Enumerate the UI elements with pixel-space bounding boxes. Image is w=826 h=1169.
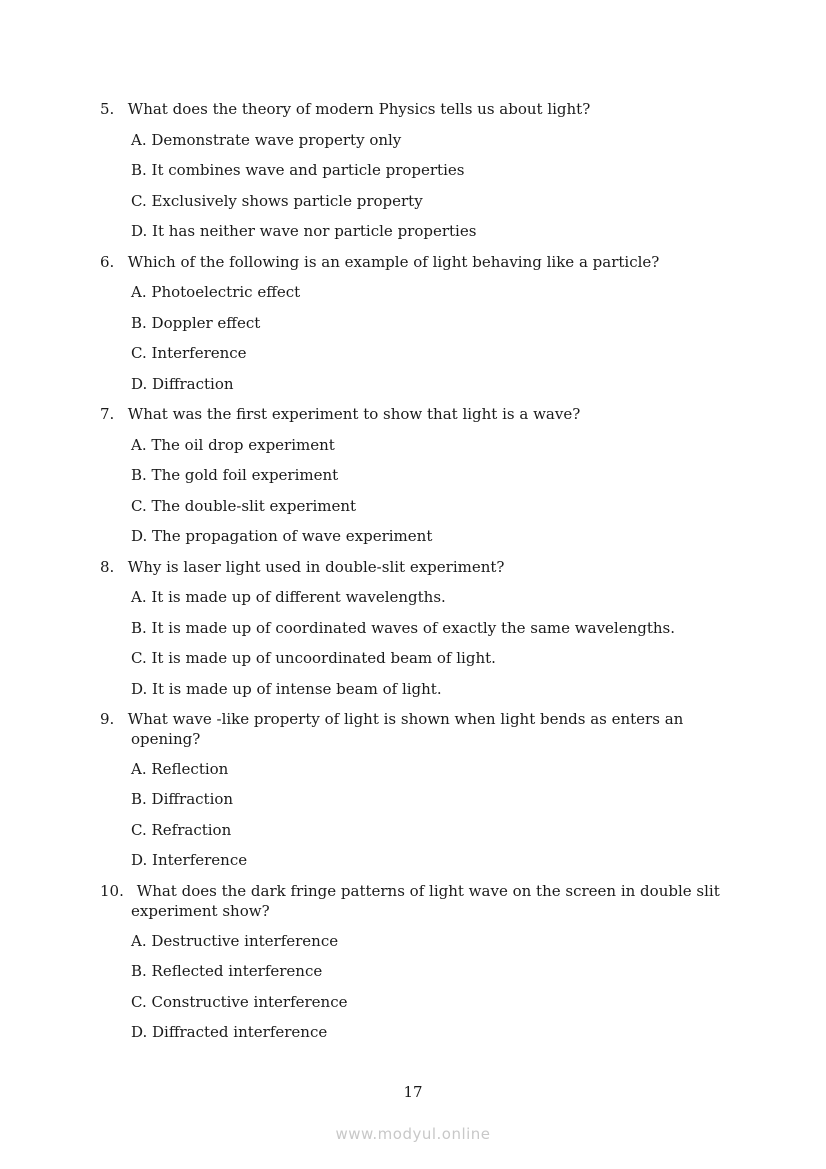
question-number: 6.: [100, 253, 115, 271]
option-6a: A. Photoelectric effect: [131, 283, 301, 301]
question-text: What does the dark fringe patterns of light wave on the screen in double slit: [136, 882, 720, 900]
question-number: 8.: [100, 558, 115, 576]
option-10c: C. Constructive interference: [131, 993, 348, 1011]
question-text: What wave -like property of light is shown when light bends as enters an: [127, 710, 684, 728]
option-7a: A. The oil drop experiment: [131, 436, 335, 454]
question-number: 5.: [100, 100, 115, 118]
question-6: [100, 252, 720, 272]
question-5: [100, 99, 720, 119]
option-10a: A. Destructive interference: [131, 932, 339, 950]
option-7d: D. The propagation of wave experiment: [131, 527, 433, 545]
option-9a: A. Reflection: [131, 760, 229, 778]
option-6b: B. Doppler effect: [131, 314, 261, 332]
option-5a: A. Demonstrate wave property only: [131, 131, 402, 149]
option-5d: D. It has neither wave nor particle properties: [131, 222, 477, 240]
option-7c: C. The double-slit experiment: [131, 497, 357, 515]
question-10: [100, 881, 720, 921]
question-number: 7.: [100, 405, 115, 423]
option-9b: B. Diffraction: [131, 790, 234, 808]
question-text-continuation: opening?: [131, 730, 201, 748]
question-text: Which of the following is an example of light behaving like a particle?: [127, 253, 660, 271]
question-7: [100, 404, 720, 424]
option-5b: B. It combines wave and particle properties: [131, 161, 465, 179]
question-text: What was the first experiment to show that light is a wave?: [127, 405, 581, 423]
question-text: Why is laser light used in double-slit experiment?: [127, 558, 505, 576]
question-number: 9.: [100, 710, 115, 728]
option-6c: C. Interference: [131, 344, 247, 362]
question-8: [100, 557, 720, 577]
option-9d: D. Interference: [131, 851, 248, 869]
option-10b: B. Reflected interference: [131, 962, 323, 980]
option-5c: C. Exclusively shows particle property: [131, 192, 423, 210]
page-number: 17: [403, 1083, 423, 1101]
question-text: What does the theory of modern Physics tells us about light?: [127, 100, 591, 118]
question-9: [100, 709, 720, 749]
option-6d: D. Diffraction: [131, 375, 234, 393]
option-9c: C. Refraction: [131, 821, 232, 839]
question-text-continuation: experiment show?: [131, 902, 270, 920]
option-8b: B. It is made up of coordinated waves of exactly the same wavelengths.: [131, 619, 676, 637]
option-10d: D. Diffracted interference: [131, 1023, 328, 1041]
option-8a: A. It is made up of different wavelengths.: [131, 588, 446, 606]
watermark: www.modyul.online: [335, 1125, 491, 1143]
option-7b: B. The gold foil experiment: [131, 466, 339, 484]
question-number: 10.: [100, 882, 124, 900]
option-8d: D. It is made up of intense beam of light.: [131, 680, 442, 698]
option-8c: C. It is made up of uncoordinated beam of light.: [131, 649, 496, 667]
